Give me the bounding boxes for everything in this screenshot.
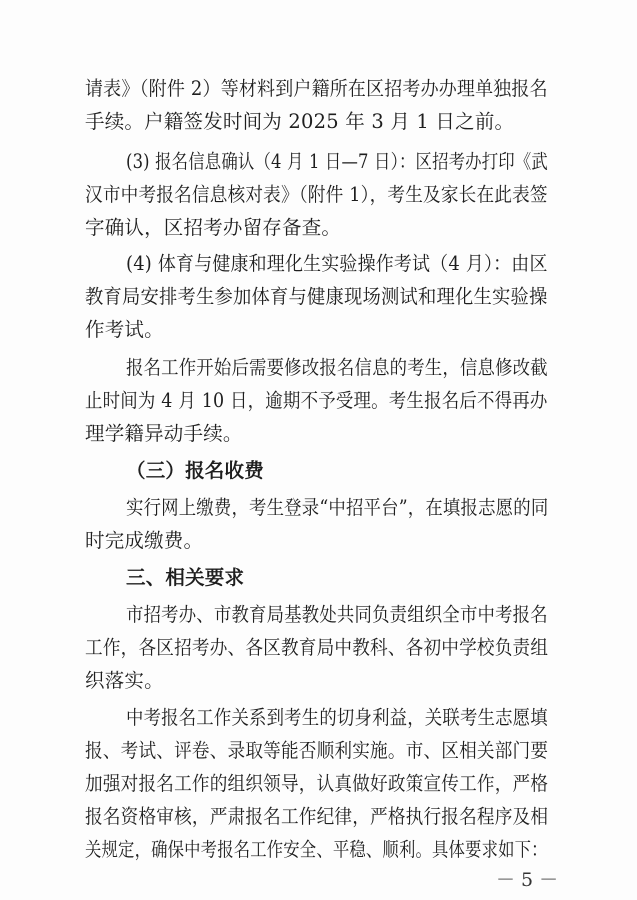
- body-line: 市招考办、市教育局基教处共同负责组织全市中考报名: [126, 603, 548, 626]
- body-line: 加强对报名工作的组织领导，认真做好政策宣传工作，严格: [85, 772, 549, 795]
- body-line: (4) 体育与健康和理化生实验操作考试（4 月）：由区: [126, 252, 548, 275]
- body-line: 时完成缴费。: [85, 529, 204, 552]
- body-line: 汉市中考报名信息核对表》（附件 1），考生及家长在此表签: [85, 183, 548, 206]
- body-line: 理学籍异动手续。: [85, 422, 243, 445]
- body-line: 止时间为 4 月 10 日，逾期不予受理。考生报名后不得再办: [85, 389, 548, 412]
- body-line: 手续。户籍签发时间为 2025 年 3 月 1 日之前。: [85, 110, 515, 133]
- chapter-heading: 三、相关要求: [126, 566, 245, 589]
- body-line: 关规定，确保中考报名工作安全、平稳、顺利。具体要求如下：: [85, 838, 548, 861]
- body-line: 报名资格审核，严肃报名工作纪律，严格执行报名程序及相: [85, 805, 549, 828]
- page-number: － 5 －: [496, 869, 559, 891]
- body-line: 中考报名工作关系到考生的切身利益，关联考生志愿填: [126, 706, 548, 729]
- body-line: 实行网上缴费，考生登录“中招平台”，在填报志愿的同: [126, 496, 549, 519]
- body-line: 字确认，区招考办留存备查。: [85, 216, 342, 239]
- body-line: 请表》（附件 2）等材料到户籍所在区招考办办理单独报名: [85, 77, 548, 100]
- body-line: 报、考试、评卷、录取等能否顺利实施。市、区相关部门要: [85, 739, 549, 762]
- body-line: 教育局安排考生参加体育与健康现场测试和理化生实验操: [85, 285, 548, 308]
- body-line: 织落实。: [85, 669, 164, 692]
- body-line: 作考试。: [85, 318, 164, 341]
- body-line: 工作，各区招考办、各区教育局中教科、各初中学校负责组: [85, 636, 549, 659]
- body-line: (3) 报名信息确认（4 月 1 日—7 日）：区招考办打印《武: [126, 150, 548, 173]
- body-line: 报名工作开始后需要修改报名信息的考生，信息修改截: [126, 356, 548, 379]
- section-heading: （三）报名收费: [126, 459, 264, 482]
